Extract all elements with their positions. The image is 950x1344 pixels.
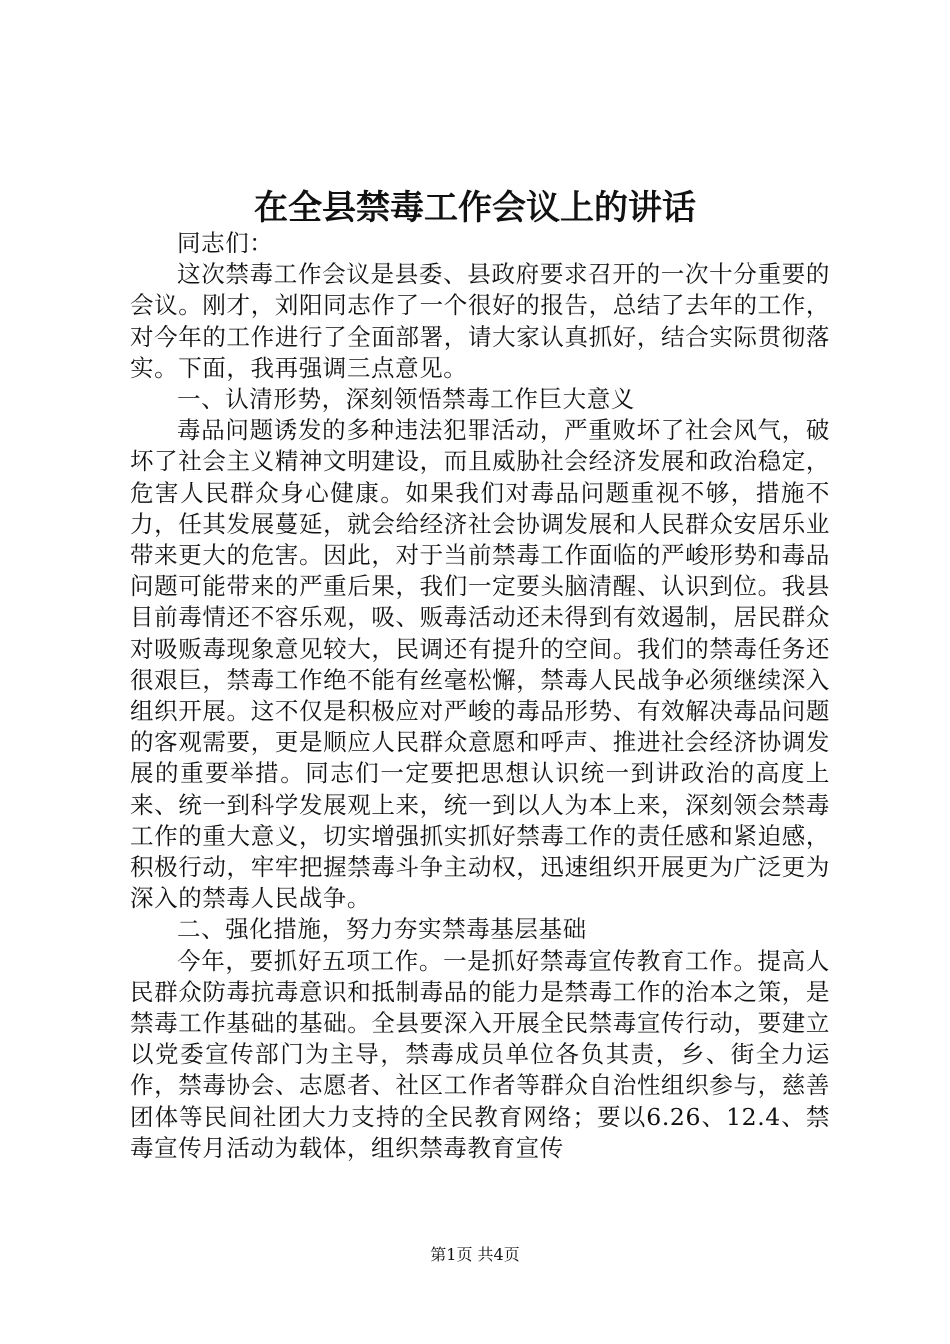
page-title: 在全县禁毒工作会议上的讲话: [254, 188, 696, 228]
salutation: 同志们：: [177, 229, 274, 257]
document-body: [130, 228, 830, 1164]
paragraph-section-2: 今年，要抓好五项工作。一是抓好禁毒宣传教育工作。提高人民群众防毒抗毒意识和抵制毒品的能力是禁毒工作的治本之策，是禁毒工作基础的基础。全县要深入开展全民禁毒宣传行动，要建立以党委宣传部门为主导，禁毒成员单位各负其责，乡、街全力运作，禁毒协会、志愿者、社区工作者等群众自治性组织参与，慈善团体等民间社团大力支持的全民教育网络；要以6.26、12.4、禁毒宣传月活动为载体，组织禁毒教育宣传: [130, 946, 830, 1162]
page-footer: 第1页 共4页: [430, 1245, 520, 1264]
paragraph-intro: 这次禁毒工作会议是县委、县政府要求召开的一次十分重要的会议。刚才，刘阳同志作了一个很好的报告，总结了去年的工作，对今年的工作进行了全面部署，请大家认真抓好，结合实际贯彻落实。下面，我再强调三点意见。: [130, 260, 830, 382]
section-heading-2: 二、强化措施，努力夯实禁毒基层基础: [177, 915, 587, 944]
paragraph-section-1: 毒品问题诱发的多种违法犯罪活动，严重败坏了社会风气，破坏了社会主义精神文明建设，而且威胁社会经济发展和政治稳定，危害人民群众身心健康。如果我们对毒品问题重视不够，措施不力，任其发展蔓延，就会给经济社会协调发展和人民群众安居乐业带来更大的危害。因此，对于当前禁毒工作面临的严峻形势和毒品问题可能带来的严重后果，我们一定要头脑清醒、认识到位。我县目前毒情还不容乐观，吸、贩毒活动还未得到有效遏制，居民群众对吸贩毒现象意见较大，民调还有提升的空间。我们的禁毒任务还很艰巨，禁毒工作绝不能有丝毫松懈，禁毒人民战争必须继续深入组织开展。这不仅是积极应对严峻的毒品形势、有效解决毒品问题的客观需要，更是顺应人民群众意愿和呼声、推进社会经济协调发展的重要举措。同志们一定要把思想认识统一到讲政治的高度上来、统一到科学发展观上来，统一到以人为本上来，深刻领会禁毒工作的重大意义，切实增强抓实抓好禁毒工作的责任感和紧迫感，积极行动，牢牢把握禁毒斗争主动权，迅速组织开展更为广泛更为深入的禁毒人民战争。: [130, 416, 830, 913]
section-heading-1: 一、认清形势，深刻领悟禁毒工作巨大意义: [177, 385, 635, 414]
